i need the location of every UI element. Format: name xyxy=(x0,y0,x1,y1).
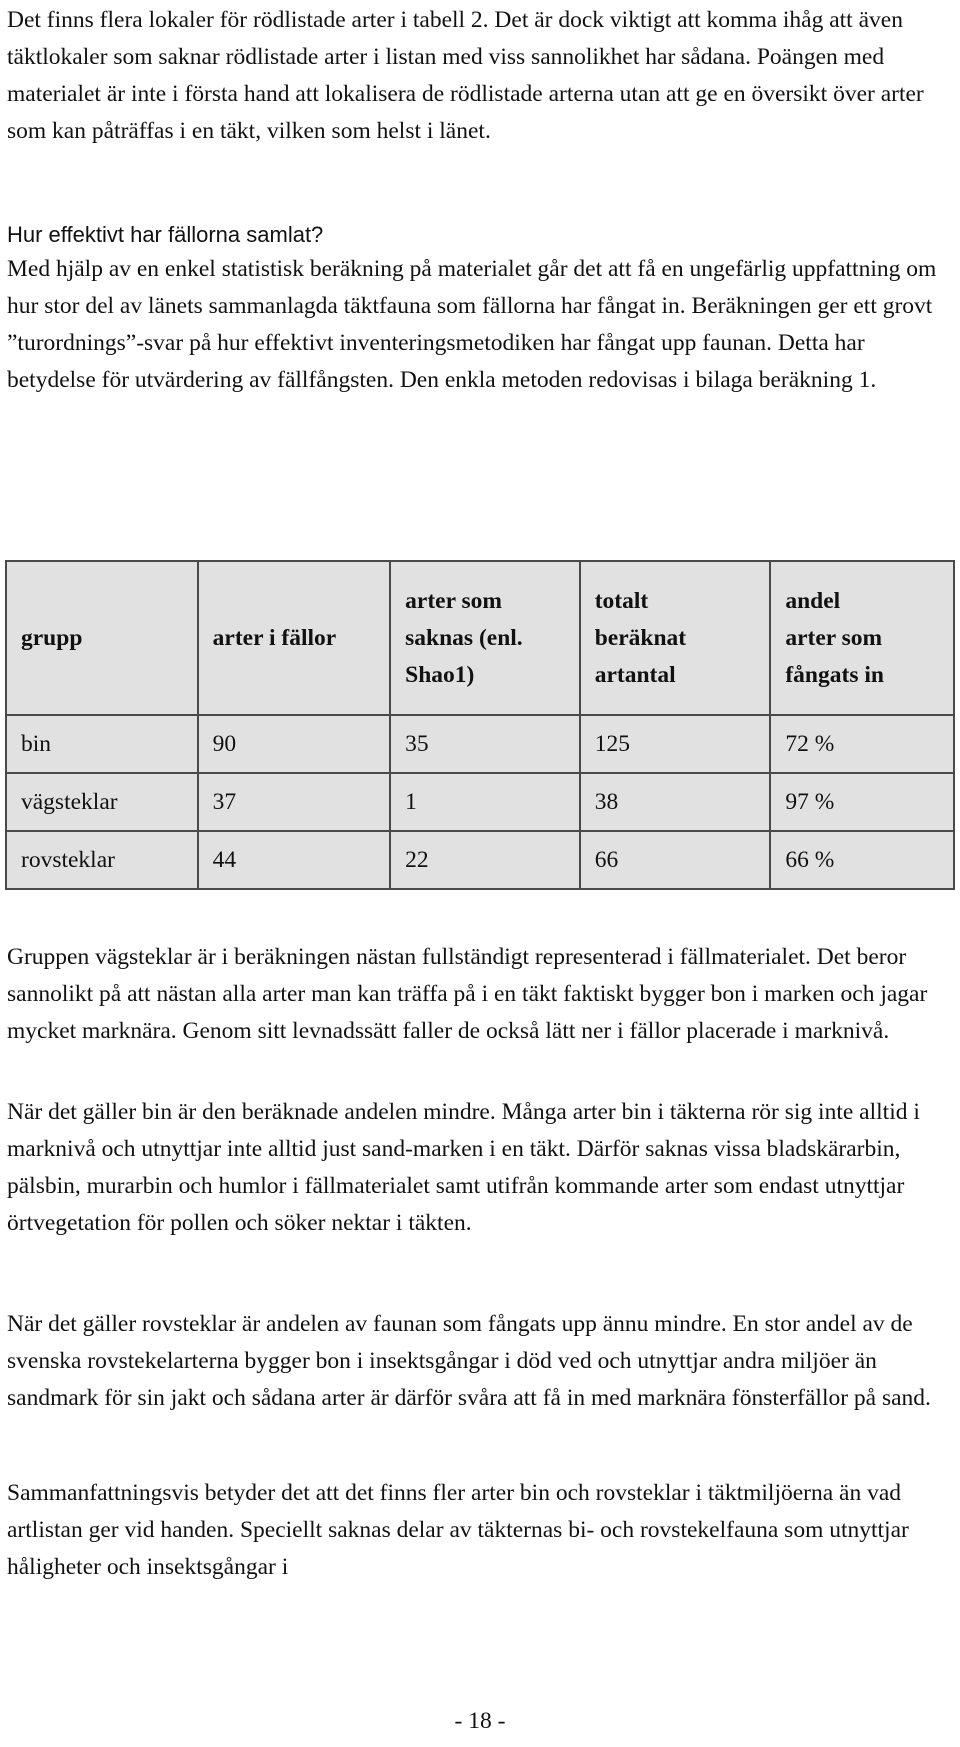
section-paragraph: Med hjälp av en enkel statistisk beräkning på materialet går det att få en ungefärlig uppfattning om hur stor del av länets sammanlagda täktfauna som fällorna har fångat in. Beräkningen ger ett grovt ”turordnings”-svar på hur effektivt inventeringsmetodiken har fångat upp faunan. Detta har betydelse för utvärdering av fällfångsten. Den enkla metoden redovisas i bilaga beräkning 1. xyxy=(7,256,937,393)
table-cell: 66 % xyxy=(770,831,954,889)
table-cell: bin xyxy=(6,715,198,773)
table-header-row xyxy=(6,561,954,715)
header-arter-som-saknas: arter som saknas (enl. Shao1) xyxy=(390,561,580,715)
section-heading: Hur effektivt har fällorna samlat? xyxy=(7,222,324,247)
table-cell: 90 xyxy=(198,715,390,773)
header-grupp: grupp xyxy=(6,561,198,715)
intro-paragraph: Det finns flera lokaler för rödlistade arter i tabell 2. Det är dock viktigt att komma ihåg att även täktlokaler som saknar rödlistade arter i listan med viss sannolikhet har sådana. Poängen med materialet är inte i första hand att lokalisera de rödlistade arterna utan att ge en översikt över arter som kan påträffas i en täkt, vilken som helst i länet. xyxy=(7,7,924,144)
body-paragraph-4: Sammanfattningsvis betyder det att det finns fler arter bin och rovsteklar i täktmiljöerna än vad artlistan ger vid handen. Speciellt saknas delar av täkternas bi- och rovstekelfauna som utnyttjar håligheter och insektsgångar i xyxy=(7,1480,909,1580)
table-cell: vägsteklar xyxy=(6,773,198,831)
table-cell: 37 xyxy=(198,773,390,831)
header-andel-fangats: andel arter som fångats in xyxy=(770,561,954,715)
table-cell: 44 xyxy=(198,831,390,889)
table-row xyxy=(6,831,954,889)
body-paragraph-3: När det gäller rovsteklar är andelen av faunan som fångats upp ännu mindre. En stor andel av de svenska rovstekelarterna bygger bon i insektsgångar i död ved och utnyttjar andra miljöer än sandmark för sin jakt och sådana arter är därför svåra att få in med marknära fönsterfällor på sand. xyxy=(7,1311,931,1411)
table-cell: 22 xyxy=(390,831,580,889)
table-cell: rovsteklar xyxy=(6,831,198,889)
table-cell: 66 xyxy=(580,831,771,889)
table-cell: 35 xyxy=(390,715,580,773)
header-arter-i-fallor: arter i fällor xyxy=(198,561,390,715)
table-cell: 1 xyxy=(390,773,580,831)
table-cell: 38 xyxy=(580,773,771,831)
header-totalt-beraknat: totalt beräknat artantal xyxy=(580,561,771,715)
table-row xyxy=(6,715,954,773)
body-paragraph-2: När det gäller bin är den beräknade andelen mindre. Många arter bin i täkterna rör sig inte alltid i marknivå och utnyttjar inte alltid just sand-marken i en täkt. Därför saknas vissa bladskärarbin, pälsbin, murarbin och humlor i fällmaterialet samt utifrån kommande arter som endast utnyttjar örtvegetation för pollen och söker nektar i täkten. xyxy=(7,1099,920,1236)
table-cell: 125 xyxy=(580,715,771,773)
table-cell: 97 % xyxy=(770,773,954,831)
table-row xyxy=(6,773,954,831)
page-number: - 18 - xyxy=(454,1708,506,1734)
species-table xyxy=(5,560,955,890)
table-cell: 72 % xyxy=(770,715,954,773)
body-paragraph-1: Gruppen vägsteklar är i beräkningen nästan fullständigt representerad i fällmaterialet. Det beror sannolikt på att nästan alla arter man kan träffa på i en täkt faktiskt bygger bon i marken och jagar mycket marknära. Genom sitt levnadssätt faller de också lätt ner i fällor placerade i marknivå. xyxy=(7,944,928,1044)
